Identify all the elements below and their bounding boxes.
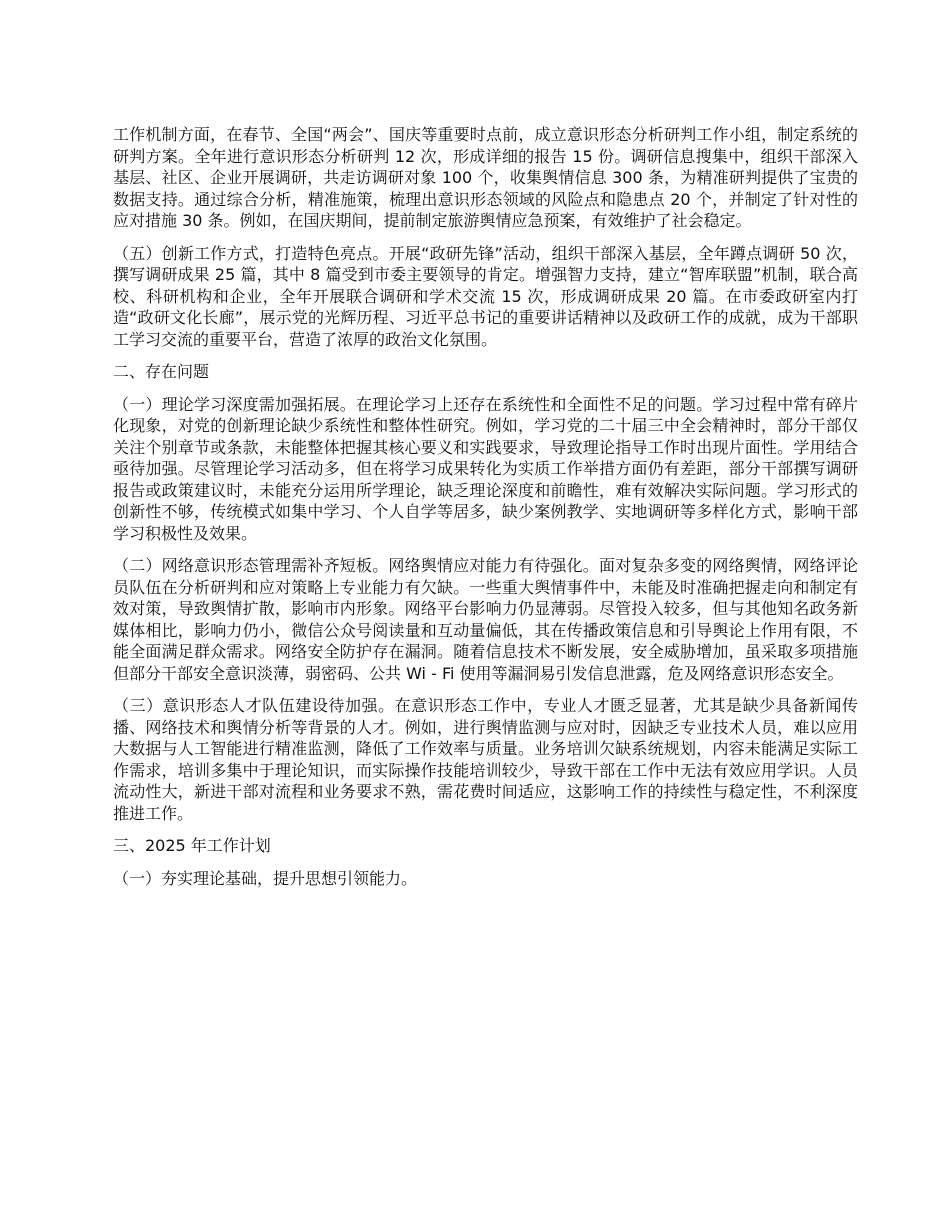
paragraph-plan-item-1: （一）夯实理论基础，提升思想引领能力。 [113, 868, 418, 888]
paragraph-talent-team: （三）意识形态人才队伍建设待加强。在意识形态工作中，专业人才匮乏显著，尤其是缺少具备新闻传播、网络技术和舆情分析等背景的人才。例如，进行舆情监测与应对时，因缺乏专业技术人员，难以应用大数据与人工智能进行精准监测，降低了工作效率与质量。业务培训欠缺系统规划，内容未能满足实际工作需求，培训多集中于理论知识，而实际操作技能培训较少，导致干部在工作中无法有效应用学识。人员流动性大，新进干部对流程和业务要求不熟，需花费时间适应，这影响工作的持续性与稳定性，不利深度推进工作。 [113, 696, 858, 823]
paragraph-work-mechanism: 工作机制方面，在春节、全国“两会”、国庆等重要时点前，成立意识形态分析研判工作小组，制定系统的研判方案。全年进行意识形态分析研判 12 次，形成详细的报告 15 份。调研信息搜集中，组织干部深入基层、社区、企业开展调研，共走访调研对象 100 个，收集舆情信息 300 条，为精准研判提供了宝贵的数据支持。通过综合分析，精准施策，梳理出意识形态领域的风险点和隐患点 20 个，并制定了针对性的应对措施 30 条。例如，在国庆期间，提前制定旅游舆情应急预案，有效维护了社会稳定。 [113, 125, 858, 230]
paragraph-network-ideology: （二）网络意识形态管理需补齐短板。网络舆情应对能力有待强化。面对复杂多变的网络舆情，网络评论员队伍在分析研判和应对策略上专业能力有欠缺。一些重大舆情事件中，未能及时准确把握走向和制定有效对策，导致舆情扩散，影响市内形象。网络平台影响力仍显薄弱。尽管投入较多，但与其他知名政务新媒体相比，影响力仍小，微信公众号阅读量和互动量偏低，其在传播政策信息和引导舆论上作用有限，不能全面满足群众需求。网络安全防护存在漏洞。随着信息技术不断发展，安全威胁增加，虽采取多项措施但部分干部安全意识淡薄，弱密码、公共 Wi - Fi 使用等漏洞易引发信息泄露，危及网络意识形态安全。 [113, 556, 858, 683]
document-page [113, 124, 858, 900]
section-heading-2025-plan: 三、2025 年工作计划 [113, 836, 271, 855]
paragraph-innovation: （五）创新工作方式，打造特色亮点。开展“政研先锋”活动，组织干部深入基层，全年蹲点调研 50 次，撰写调研成果 25 篇，其中 8 篇受到市委主要领导的肯定。增强智力支持，建立“智库联盟”机制，联合高校、科研机构和企业，全年开展联合调研和学术交流 15 次，形成调研成果 20 篇。在市委政研室内打造“政研文化长廊”，展示党的光辉历程、习近平总书记的重要讲话精神以及政研工作的成就，成为干部职工学习交流的重要平台，营造了浓厚的政治文化氛围。 [113, 243, 858, 349]
paragraph-theory-study: （一）理论学习深度需加强拓展。在理论学习上还存在系统性和全面性不足的问题。学习过程中常有碎片化现象，对党的创新理论缺少系统性和整体性研究。例如，学习党的二十届三中全会精神时，部分干部仅关注个别章节或条款，未能整体把握其核心要义和实践要求，导致理论指导工作时出现片面性。学用结合亟待加强。尽管理论学习活动多，但在将学习成果转化为实质工作举措方面仍有差距，部分干部撰写调研报告或政策建议时，未能充分运用所学理论，缺乏理论深度和前瞻性，难有效解决实际问题。学习形式的创新性不够，传统模式如集中学习、个人自学等居多，缺少案例教学、实地调研等多样化方式，影响干部学习积极性及效果。 [113, 394, 858, 543]
section-heading-problems: 二、存在问题 [113, 362, 210, 381]
